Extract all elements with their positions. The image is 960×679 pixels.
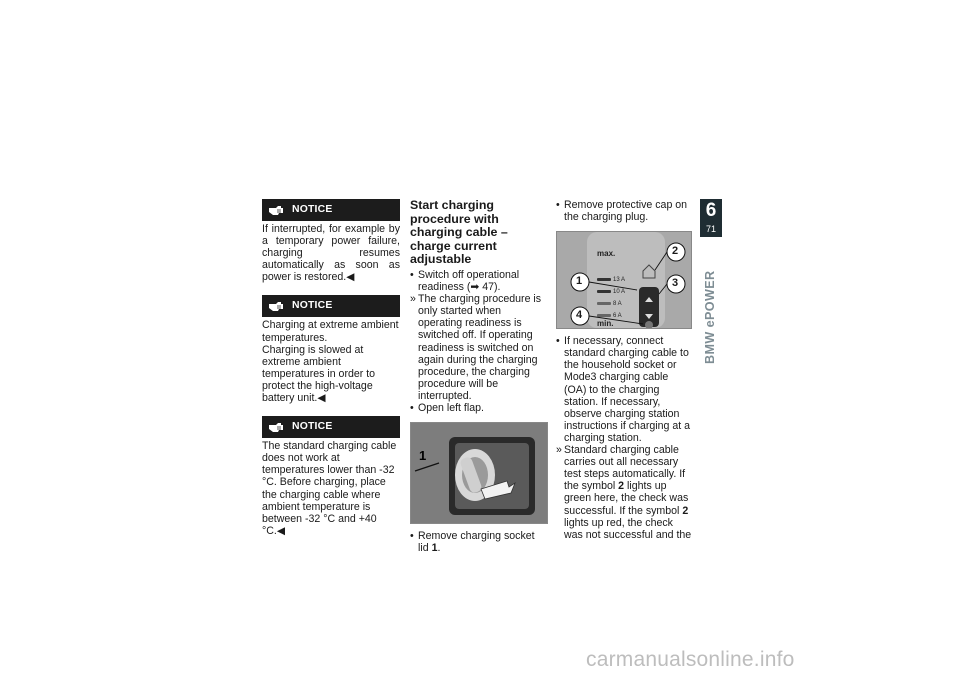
left-column [262,199,400,537]
callout-number: 2 [672,245,679,258]
callout-number: 4 [576,309,583,322]
step-list [556,199,692,223]
notice-text: Charging is slowed at extreme ambient temperatures in order to protect the high-voltage battery unit.◀ [262,343,376,405]
callout-number: 1 [419,448,427,464]
panel-label-8a: 8 A [613,301,622,308]
right-column [556,199,692,541]
notice-banner-1 [262,199,400,221]
watermark: carmanualsonline.info [586,648,795,671]
notice-label: NOTICE [292,300,333,312]
step-list [410,530,546,554]
charging-socket-lid-figure [410,422,548,524]
charge-current-panel-figure [556,231,692,329]
list-item: • Remove charging socket lid 1. [410,530,535,555]
panel-label-min: min. [597,319,614,329]
notice-banner-2 [262,295,400,317]
panel-label-10a: 10 A [613,289,626,296]
notice-text: The standard charging cable does not work at temperatures lower than -32 °C. Before charging, place the charging cable where ambient temperature is between -32 °C and +40 °C.◀ [262,440,397,537]
callout-number: 3 [672,277,679,290]
panel-label-13a: 13 A [613,277,626,284]
callout-number: 1 [576,275,583,288]
notice-text: Charging at extreme ambient temperatures. [262,319,399,344]
list-item: » The charging procedure is only started when operating readiness is switched off. If operating readiness is switched on again during the charging procedure, the charging procedure will be interrupted. [410,293,542,402]
step-list [556,335,692,541]
list-item: • Open left flap. [410,402,484,414]
section-heading: Start charging procedure with charging cable – charge current adjustable [410,198,508,267]
panel-label-6a: 6 A [613,313,622,320]
list-item: • Remove protective cap on the charging plug. [556,199,688,224]
list-item: • Switch off operational readiness (➡ 47). [410,268,520,294]
notice-banner-3 [262,416,400,438]
notice-hand-icon [268,300,284,312]
panel-label-max: max. [597,249,616,259]
notice-label: NOTICE [292,203,333,215]
list-item: • If necessary, connect standard charging cable to the household socket or Mode3 charging cable (OA) to the charging station. If necessary, observe charging station instructions if charging at a charging station. [556,335,691,444]
middle-column [410,199,546,554]
chapter-tab [700,199,722,237]
step-list [410,269,546,414]
notice-hand-icon [268,204,284,216]
notice-text: If interrupted, for example by a temporary power failure, charging resumes automatically as soon as power is restored.◀ [262,223,400,284]
notice-label: NOTICE [292,421,333,433]
notice-hand-icon [268,421,284,433]
list-item: » Standard charging cable carries out all necessary test steps automatically. If the symbol 2 lights up green here, the check was successful. If the symbol 2 lights up red, the check was not successful and the [556,444,692,541]
side-title: BMW ePOWER [703,270,717,364]
page-number: 71 [705,224,716,234]
chapter-number: 6 [705,200,717,221]
